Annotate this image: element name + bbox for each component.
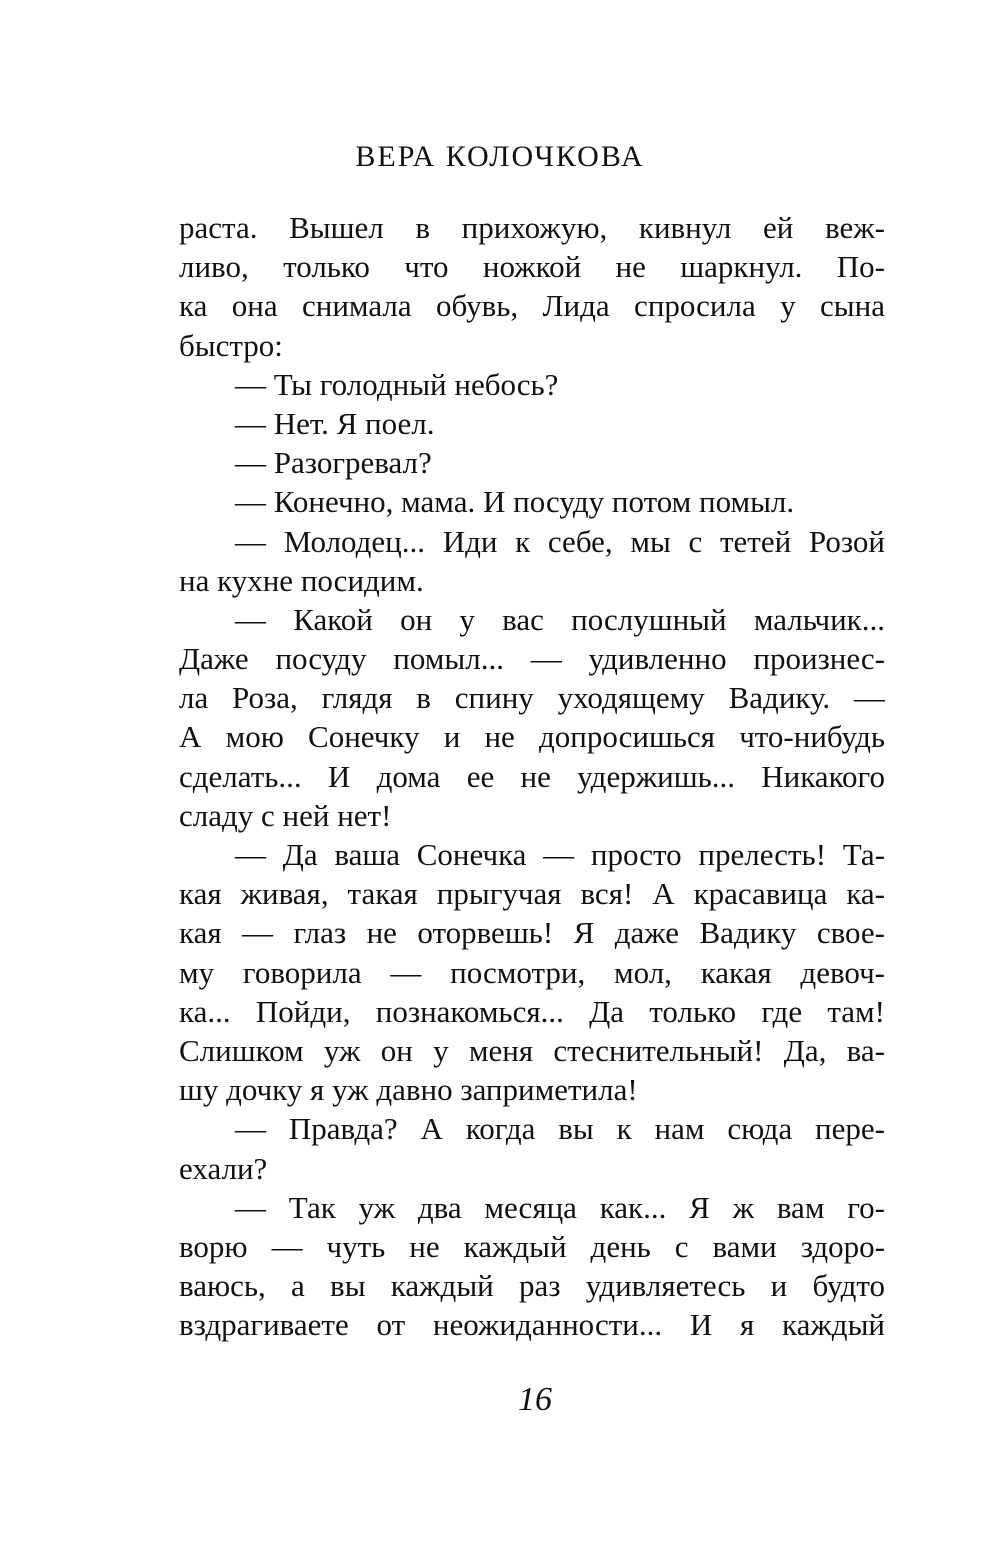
text-line: кая — глаз не оторвешь! Я даже Вадику свое- — [179, 915, 885, 951]
text-line: вздрагиваете от неожиданности... И я каждый — [179, 1307, 885, 1343]
text-line: — Правда? А когда вы к нам сюда пере- — [235, 1111, 885, 1147]
body-text — [179, 208, 885, 1344]
text-line: шу дочку я уж давно заприметила! — [179, 1072, 638, 1108]
text-line: раста. Вышел в прихожую, кивнул ей веж- — [179, 210, 885, 245]
text-line: — Какой он у вас послушный мальчик... — [235, 601, 885, 637]
text-line: Даже посуду помыл... — удивленно произнес- — [179, 641, 885, 677]
text-line: Слишком уж он у меня стеснительный! Да, ва- — [179, 1032, 885, 1068]
text-line: — Конечно, мама. И посуду потом помыл. — [235, 484, 795, 520]
text-line: ка... Пойди, познакомься... Да только где там! — [179, 993, 885, 1029]
text-line: быстро: — [179, 327, 283, 363]
text-line: ворю — чуть не каждый день с вами здоро- — [179, 1228, 885, 1264]
text-line: ливо, только что ножкой не шаркнул. По- — [179, 249, 885, 285]
text-line: — Так уж два месяца как... Я ж вам го- — [235, 1189, 885, 1225]
text-line: — Ты голодный небось? — [235, 366, 559, 402]
text-line: — Молодец... Иди к себе, мы с тетей Розой — [235, 523, 885, 559]
text-line: ла Роза, глядя в спину уходящему Вадику. — — [179, 680, 885, 716]
text-line: му говорила — посмотри, мол, какая девоч- — [179, 954, 885, 990]
text-line: сделать... И дома ее не удержишь... Никакого — [179, 758, 885, 794]
text-line: — Разогревал? — [235, 445, 432, 481]
text-line: ехали? — [179, 1150, 268, 1186]
text-line: сладу с ней нет! — [179, 797, 392, 833]
text-line: на кухне посидим. — [179, 562, 424, 598]
text-line: А мою Сонечку и не допросишься что-нибудь — [179, 719, 885, 755]
running-head: ВЕРА КОЛОЧКОВА — [355, 140, 645, 173]
text-line: — Да ваша Сонечка — просто прелесть! Та- — [235, 837, 885, 872]
text-line: — Нет. Я поел. — [235, 405, 435, 441]
page-number: 16 — [518, 1381, 552, 1418]
text-line: ваюсь, а вы каждый раз удивляетесь и будто — [179, 1268, 885, 1304]
text-line: ка она снимала обувь, Лида спросила у сына — [179, 288, 885, 324]
text-line: кая живая, такая прыгучая вся! А красавица ка- — [179, 876, 885, 912]
